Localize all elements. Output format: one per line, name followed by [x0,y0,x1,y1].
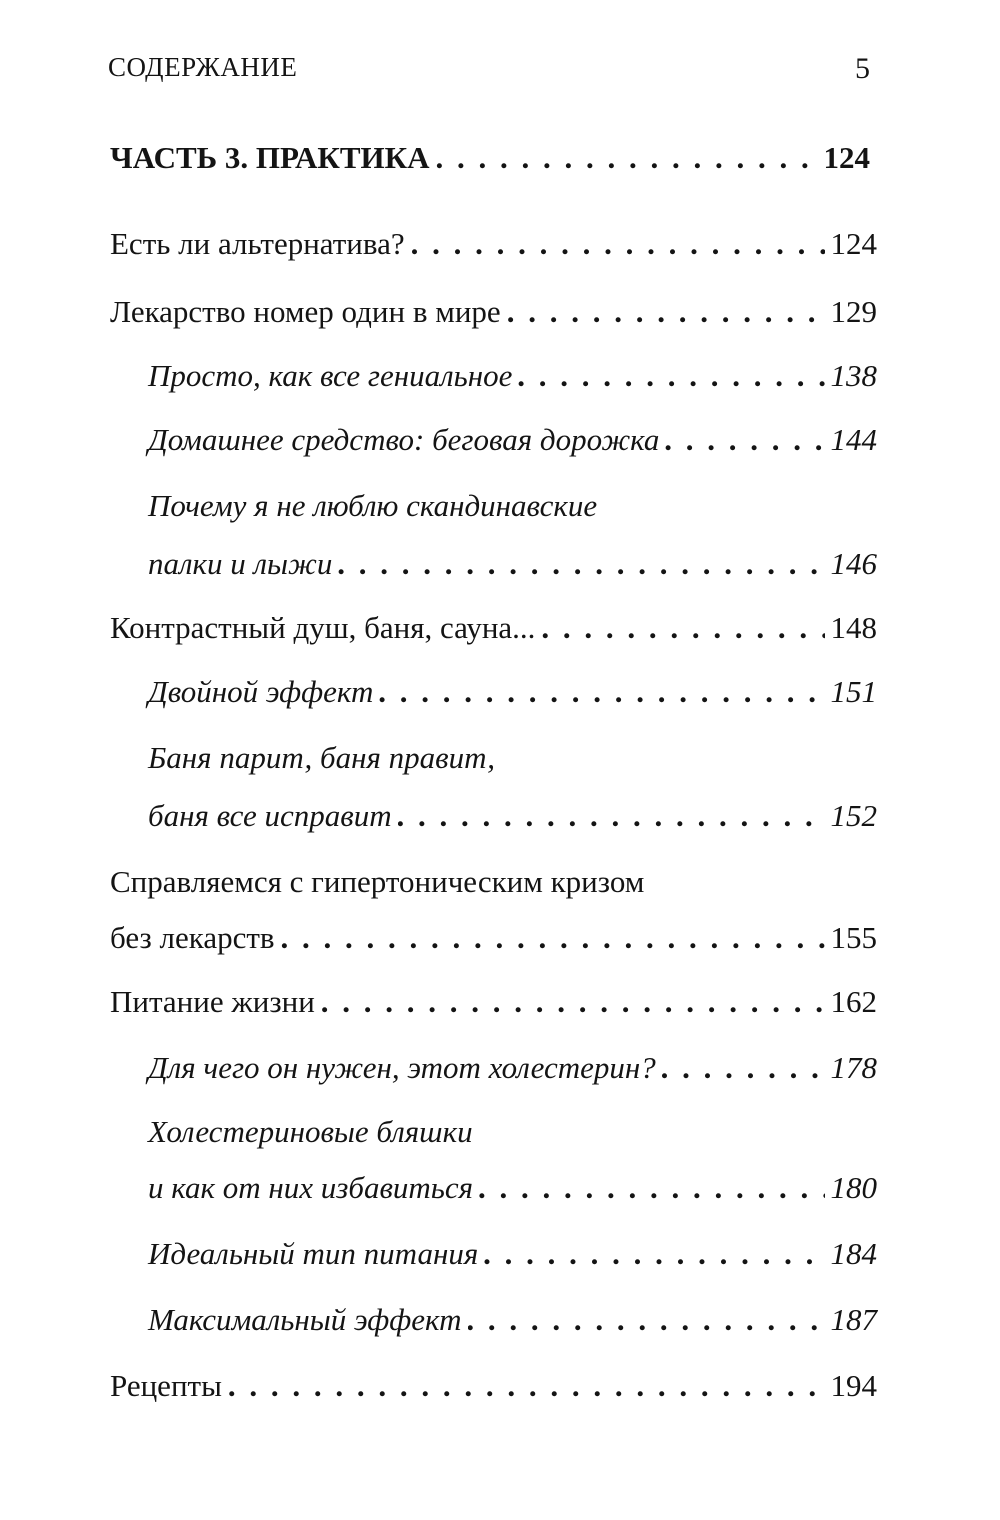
dot-leader [541,610,824,646]
toc-entry-page: 194 [830,1368,877,1403]
dot-leader [321,984,825,1020]
toc-entry [110,864,877,908]
toc-entry [110,226,877,270]
toc-entry [148,1302,877,1346]
toc-entry-page: 187 [830,1302,877,1337]
dot-leader [665,422,824,458]
toc-entry [110,1368,877,1412]
toc-entry-page: 184 [830,1236,877,1271]
toc-entry-title: Максимальный эффект [148,1302,462,1337]
dot-leader [468,1302,825,1338]
toc-entry-page: 151 [830,674,877,709]
toc-entry [110,610,877,654]
dot-leader [484,1236,824,1272]
toc-entry-page: 178 [830,1050,877,1085]
toc-entry-title: без лекарств [110,920,275,955]
toc-entry-title: Питание жизни [110,984,315,1019]
toc-entry-title: Справляемся с гипертоническим кризом [110,864,645,899]
toc-entry-title: Просто, как все гениальное [148,358,513,393]
dot-leader [518,358,824,394]
toc-entry-page: 162 [830,984,877,1019]
dot-leader [281,920,825,956]
toc-entry-page: 152 [830,798,877,833]
toc-entry-page: 146 [830,546,877,581]
dot-leader [436,140,818,176]
toc-entry-page: 144 [830,422,877,457]
toc-entry-page: 180 [830,1170,877,1205]
toc-entry-title: Лекарство номер один в мире [110,294,501,329]
toc-entry-title: баня все исправит [148,798,392,833]
page-number: 5 [855,52,871,85]
toc-entry-title: и как от них избавиться [148,1170,474,1205]
toc-entry-page: 129 [830,294,877,329]
toc-entry-page: 138 [830,358,877,393]
toc-entry [148,546,877,590]
toc-entry [148,1050,877,1094]
toc-entry-title: Рецепты [110,1368,222,1403]
toc-entry-title: палки и лыжи [148,546,333,581]
toc-entry [110,294,877,338]
toc-entry [148,1236,877,1280]
toc-entry [148,798,877,842]
toc-entry [148,358,877,402]
toc-part-heading [110,140,870,184]
dot-leader [228,1368,825,1404]
toc-entry [110,984,877,1028]
dot-leader [398,798,825,834]
toc-entry-title: Есть ли альтернатива? [110,226,405,261]
toc-entry-title: Для чего он нужен, этот холестерин? [148,1050,656,1085]
dot-leader [507,294,825,330]
toc-entry [148,674,877,718]
toc-entry [110,920,877,964]
toc-entry [148,1170,877,1214]
toc-entry-title: Контрастный душ, баня, сауна... [110,610,536,645]
toc-entry-title: Холестериновые бляшки [148,1114,473,1149]
toc-entry-title: Идеальный тип питания [148,1236,479,1271]
dot-leader [411,226,825,262]
toc-entry [148,488,877,532]
dot-leader [338,546,824,582]
toc-entry [148,1114,877,1158]
toc-entry-title: Баня парит, баня правит, [148,740,495,775]
toc-entry-title: Почему я не люблю скандинавские [148,488,598,523]
toc-entry [148,422,877,466]
toc-entry-page: 148 [830,610,877,645]
toc-entry [148,740,877,784]
dot-leader [379,674,824,710]
toc-entry-page: 124 [830,226,877,261]
part-page: 124 [823,140,870,175]
running-header-title: СОДЕРЖАНИЕ [108,52,298,82]
toc-entry-title: Домашнее средство: беговая дорожка [148,422,660,457]
toc-entry-title: Двойной эффект [148,674,374,709]
part-title: ЧАСТЬ 3. ПРАКТИКА [110,140,430,175]
dot-leader [479,1170,824,1206]
toc-entry-page: 155 [830,920,877,955]
dot-leader [662,1050,825,1086]
